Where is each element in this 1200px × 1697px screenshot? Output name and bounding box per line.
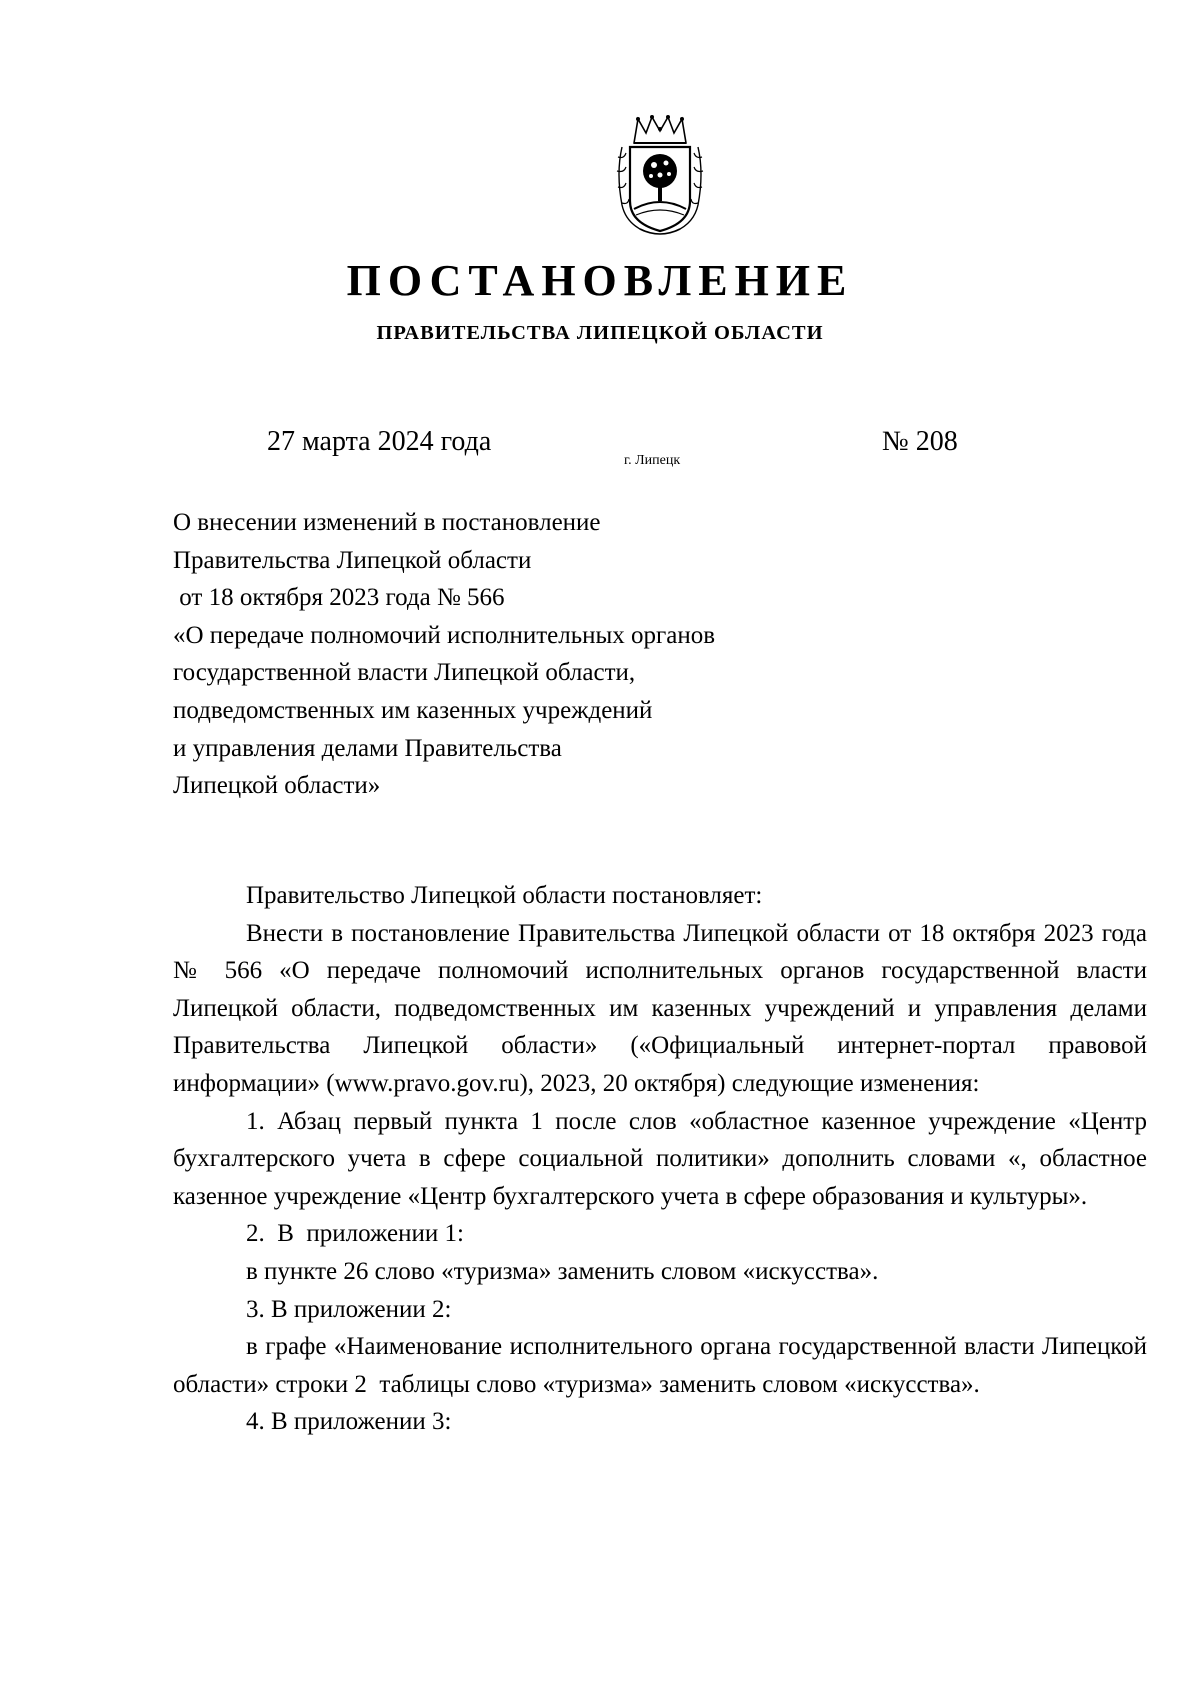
document-subject: [173, 504, 833, 805]
emblem: [614, 113, 706, 241]
document-title: ПОСТАНОВЛЕНИЕ: [346, 256, 854, 305]
subject-line: и управления делами Правительства: [173, 734, 562, 762]
body-paragraph: 2. В приложении 1:: [246, 1220, 464, 1248]
body-paragraph: Внести в постановление Правительства Липецкой области от 18 октября 2023 года № 566 «О передаче полномочий исполнительных органов государственной власти Липецкой области, подведомственных им казенных учреждений и управления делами Правительства Липецкой области» («Официальный интернет-портал правовой информации» (www.pravo.gov.ru), 2023, 20 октября) следующие изменения:: [173, 919, 1147, 1097]
coat-of-arms-icon: [614, 113, 706, 241]
body-paragraph: в графе «Наименование исполнительного органа государственной власти Липецкой области» строки 2 таблицы слово «туризма» заменить словом «искусства».: [173, 1333, 1154, 1398]
body-paragraph: Правительство Липецкой области постановляет:: [246, 882, 763, 909]
body-paragraph: 1. Абзац первый пункта 1 после слов «областное казенное учреждение «Центр бухгалтерского учета в сфере социальной политики» дополнить словами «, областное казенное учреждение «Центр бухгалтерского учета в сфере образования и культуры».: [173, 1107, 1147, 1210]
subject-line: от 18 октября 2023 года № 566: [173, 584, 505, 612]
subject-line: подведомственных им казенных учреждений: [173, 696, 653, 724]
subject-line: Правительства Липецкой области: [173, 546, 532, 574]
body-paragraph: 3. В приложении 2:: [246, 1295, 452, 1323]
subject-line: Липецкой области»: [173, 772, 381, 800]
subject-line: «О передаче полномочий исполнительных органов: [173, 621, 716, 649]
subject-line: государственной власти Липецкой области,: [173, 659, 636, 687]
document-place: г. Липецк: [624, 453, 681, 468]
subject-line: О внесении изменений в постановление: [173, 509, 601, 536]
body-paragraph: в пункте 26 слово «туризма» заменить словом «искусства».: [246, 1257, 879, 1285]
document-date: 27 марта 2024 года: [267, 426, 492, 457]
document-subtitle: ПРАВИТЕЛЬСТВА ЛИПЕЦКОЙ ОБЛАСТИ: [376, 322, 824, 344]
document-number: № 208: [882, 426, 958, 457]
body-paragraph: 4. В приложении 3:: [246, 1408, 452, 1436]
document-body: [173, 877, 1154, 1441]
